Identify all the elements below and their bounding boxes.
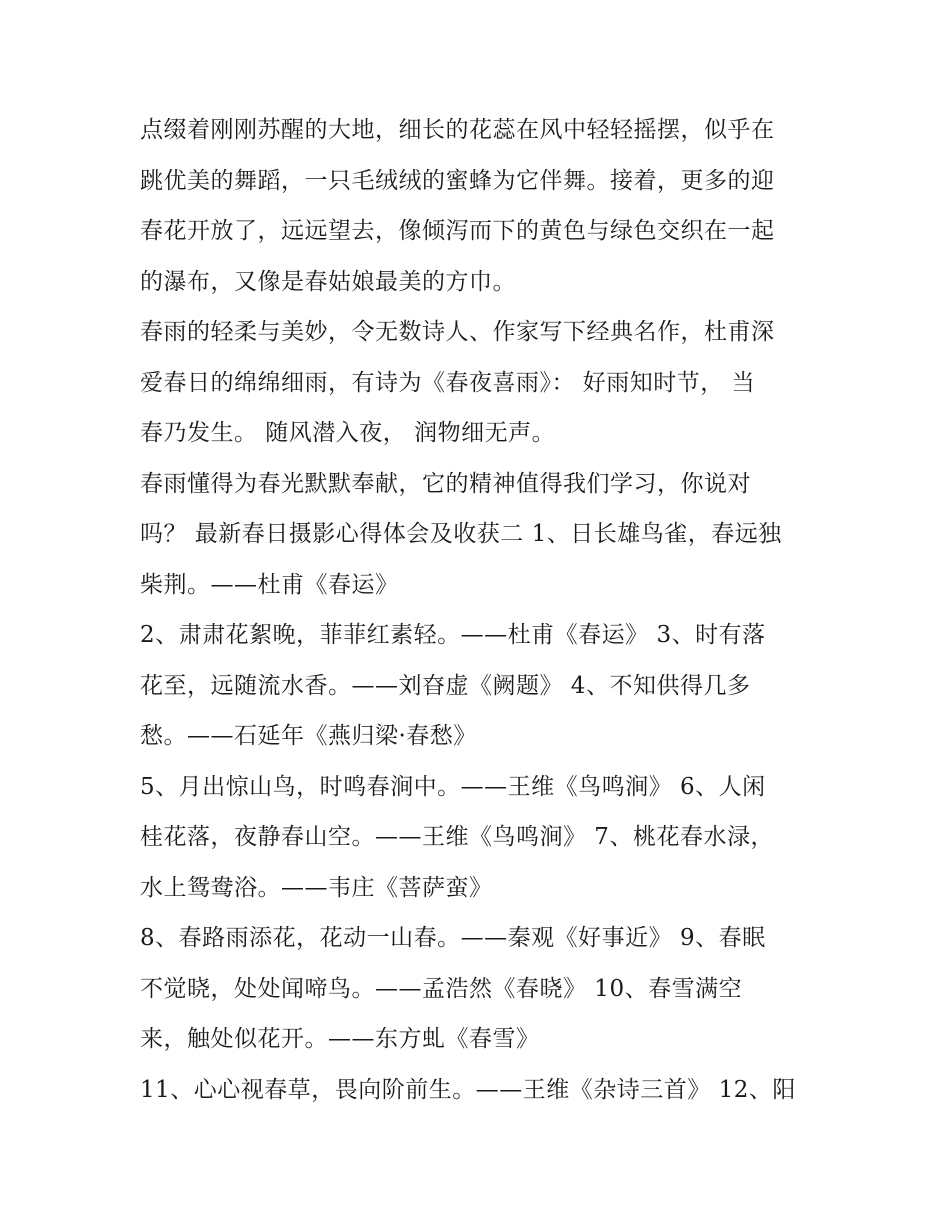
body-text [140,105,820,1115]
text-line: 不觉晓，处处闻啼鸟。——孟浩然《春晓》 10、春雪满空 [140,975,743,1002]
text-line: 爱春日的绵绵细雨，有诗为《春夜喜雨》： 好雨知时节， 当 [140,369,756,396]
text-line: 春雨懂得为春光默默奉献，它的精神值得我们学习，你说对 [140,470,751,497]
text-line: 8、春路雨添花，花动一山春。——秦观《好事近》 9、春眠 [140,925,766,951]
text-line: 2、肃肃花絮晚，菲菲红素轻。——杜甫《春运》 3、时有落 [140,622,766,648]
text-line: 水上鸳鸯浴。——韦庄《菩萨蛮》 [140,874,493,901]
text-line: 春花开放了，远远望去，像倾泻而下的黄色与绿色交织在一起 [140,218,775,244]
text-line: 桂花落，夜静春山空。——王维《鸟鸣涧》 7、桃花春水渌， [140,824,774,850]
text-line: 春乃发生。 随风潜入夜， 润物细无声。 [140,420,556,446]
text-line: 的瀑布，又像是春姑娘最美的方巾。 [140,268,516,295]
text-line: 点缀着刚刚苏醒的大地，细长的花蕊在风中轻轻摇摆，似乎在 [140,117,775,143]
text-line: 柴荆。——杜甫《春运》 [140,571,399,598]
text-line: 吗？ 最新春日摄影心得体会及收获二 1、日长雄鸟雀，春远独 [140,521,782,547]
text-line: 春雨的轻柔与美妙，令无数诗人、作家写下经典名作，杜甫深 [140,319,775,345]
text-line: 5、月出惊山鸟，时鸣春涧中。——王维《鸟鸣涧》 6、人闲 [140,773,766,800]
text-line: 来，触处似花开。——东方虬《春雪》 [140,1026,540,1052]
text-line: 11、心心视春草，畏向阶前生。——王维《杂诗三首》 12、阳 [140,1076,796,1103]
text-line: 跳优美的舞蹈，一只毛绒绒的蜜蜂为它伴舞。接着，更多的迎 [140,167,775,194]
text-line: 花至，远随流水香。——刘昚虚《阙题》 4、不知供得几多 [140,672,751,699]
text-line: 愁。——石延年《燕归梁·春愁》 [140,723,477,749]
